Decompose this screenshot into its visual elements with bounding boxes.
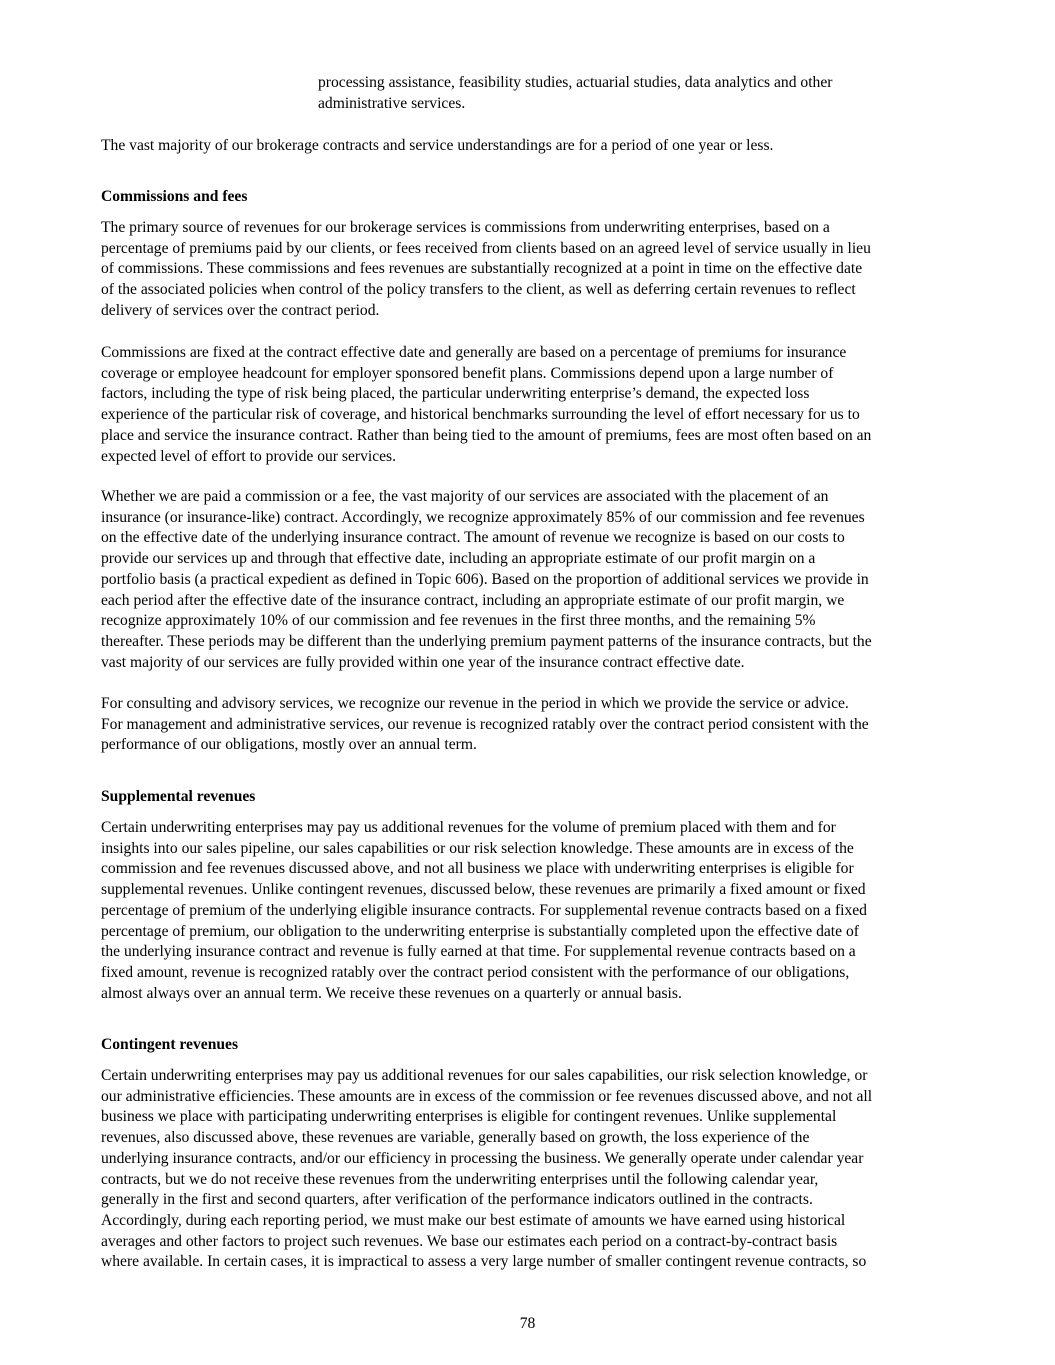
text-line: of commissions. These commissions and fees revenues are substantially recognized at a point in time on the effective date <box>101 260 863 278</box>
text-line: thereafter. These periods may be different than the underlying premium payment patterns of the insurance contracts, but the <box>101 632 872 650</box>
text-line: revenues, also discussed above, these revenues are variable, generally based on growth, the loss experience of the <box>101 1129 810 1147</box>
text-line: provide our services up and through that effective date, including an appropriate estimate of our profit margin on a <box>101 550 816 568</box>
text-line: portfolio basis (a practical expedient as defined in Topic 606). Based on the proportion of additional services we provide in <box>101 570 869 588</box>
text-line: percentage of premiums paid by our clients, or fees received from clients based on an agreed level of service usually in lieu <box>101 239 871 257</box>
text-line: Accordingly, during each reporting period, we must make our best estimate of amounts we have earned using historical <box>101 1211 846 1229</box>
paragraph <box>101 218 961 322</box>
section-heading-contingent: Contingent revenues <box>101 1036 239 1053</box>
text-line: delivery of services over the contract period. <box>101 301 380 319</box>
text-line: averages and other factors to project such revenues. We base our estimates each period on a contract-by-contract basis <box>101 1232 838 1250</box>
text-line: expected level of effort to provide our services. <box>101 447 397 465</box>
text-line: our administrative efficiencies. These amounts are in excess of the commission or fee revenues discussed above, and not all <box>101 1087 873 1105</box>
text-line: administrative services. <box>318 94 466 112</box>
text-line: factors, including the type of risk being placed, the particular underwriting enterprise’s demand, the expected loss <box>101 385 810 403</box>
text-line: The primary source of revenues for our brokerage services is commissions from underwriting enterprises, based on a <box>101 219 830 236</box>
intro-list-item <box>318 73 958 114</box>
text-line: underlying insurance contracts, and/or our efficiency in processing the business. We generally operate under calendar year <box>101 1149 864 1167</box>
text-line: place and service the insurance contract. Rather than being tied to the amount of premiums, fees are most often based on an <box>101 426 872 444</box>
text-line: coverage or employee headcount for employer sponsored benefit plans. Commissions depend upon a large number of <box>101 364 834 382</box>
text-line: contracts, but we do not receive these revenues from the underwriting enterprises until the following calendar year, <box>101 1170 819 1188</box>
text-line: insights into our sales pipeline, our sales capabilities or our risk selection knowledge. These amounts are in excess of the <box>101 839 854 857</box>
text-line: vast majority of our services are fully provided within one year of the insurance contract effective date. <box>101 653 745 671</box>
text-line: each period after the effective date of the insurance contract, including an appropriate estimate of our profit margin, we <box>101 591 845 609</box>
text-line: commission and fee revenues discussed above, and not all business we place with underwriting enterprises is eligible for <box>101 860 854 878</box>
text-line: on the effective date of the underlying insurance contract. The amount of revenue we recognize is based on our costs to <box>101 529 845 547</box>
text-line: performance of our obligations, mostly over an annual term. <box>101 736 477 754</box>
paragraph <box>101 694 961 756</box>
text-line: where available. In certain cases, it is impractical to assess a very large number of smaller contingent revenue contracts, so <box>101 1253 867 1271</box>
paragraph <box>101 487 961 673</box>
section-heading-commissions: Commissions and fees <box>101 188 248 205</box>
text-line: Certain underwriting enterprises may pay us additional revenues for our sales capabilities, our risk selection knowledge, or <box>101 1067 868 1084</box>
text-line: For management and administrative services, our revenue is recognized ratably over the contract period consistent with the <box>101 715 869 733</box>
text-line: processing assistance, feasibility studies, actuarial studies, data analytics and other <box>318 74 833 91</box>
text-line: generally in the first and second quarters, after verification of the performance indicators outlined in the contracts. <box>101 1191 813 1209</box>
text-line: insurance (or insurance-like) contract. Accordingly, we recognize approximately 85% of our commission and fee revenues <box>101 508 865 526</box>
text-line: Certain underwriting enterprises may pay us additional revenues for the volume of premium placed with them and for <box>101 819 836 836</box>
paragraph <box>101 818 961 1004</box>
text-line: almost always over an annual term. We receive these revenues on a quarterly or annual basis. <box>101 984 682 1002</box>
text-line: percentage of premium, our obligation to the underwriting enterprise is substantially completed upon the effective date of <box>101 922 859 940</box>
text-line: supplemental revenues. Unlike contingent revenues, discussed below, these revenues are primarily a fixed amount or fixed <box>101 881 866 899</box>
intro-paragraph <box>101 136 961 157</box>
paragraph <box>101 1066 961 1273</box>
text-line: Whether we are paid a commission or a fee, the vast majority of our services are associated with the placement of an <box>101 488 829 505</box>
text-line: fixed amount, revenue is recognized ratably over the contract period consistent with the performance of our obligations, <box>101 963 850 981</box>
text-line: The vast majority of our brokerage contracts and service understandings are for a period of one year or less. <box>101 137 774 154</box>
text-line: business we place with participating underwriting enterprises is eligible for contingent revenues. Unlike supplemental <box>101 1108 837 1126</box>
text-line: the underlying insurance contract and revenue is fully earned at that time. For supplemental revenue contracts based on a <box>101 943 856 961</box>
text-line: experience of the particular risk of coverage, and historical benchmarks surrounding the level of effort necessary for us to <box>101 406 860 424</box>
text-line: Commissions are fixed at the contract effective date and generally are based on a percentage of premiums for insurance <box>101 344 847 361</box>
paragraph <box>101 343 961 467</box>
text-line: For consulting and advisory services, we recognize our revenue in the period in which we provide the service or advice. <box>101 695 849 712</box>
page-number: 78 <box>519 1315 536 1332</box>
section-heading-supplemental: Supplemental revenues <box>101 788 256 805</box>
text-line: of the associated policies when control of the policy transfers to the client, as well as deferring certain revenues to reflect <box>101 281 856 299</box>
text-line: percentage of premium of the underlying eligible insurance contracts. For supplemental revenue contracts based on a fixed <box>101 901 867 919</box>
text-line: recognize approximately 10% of our commission and fee revenues in the first three months, and the remaining 5% <box>101 612 816 630</box>
